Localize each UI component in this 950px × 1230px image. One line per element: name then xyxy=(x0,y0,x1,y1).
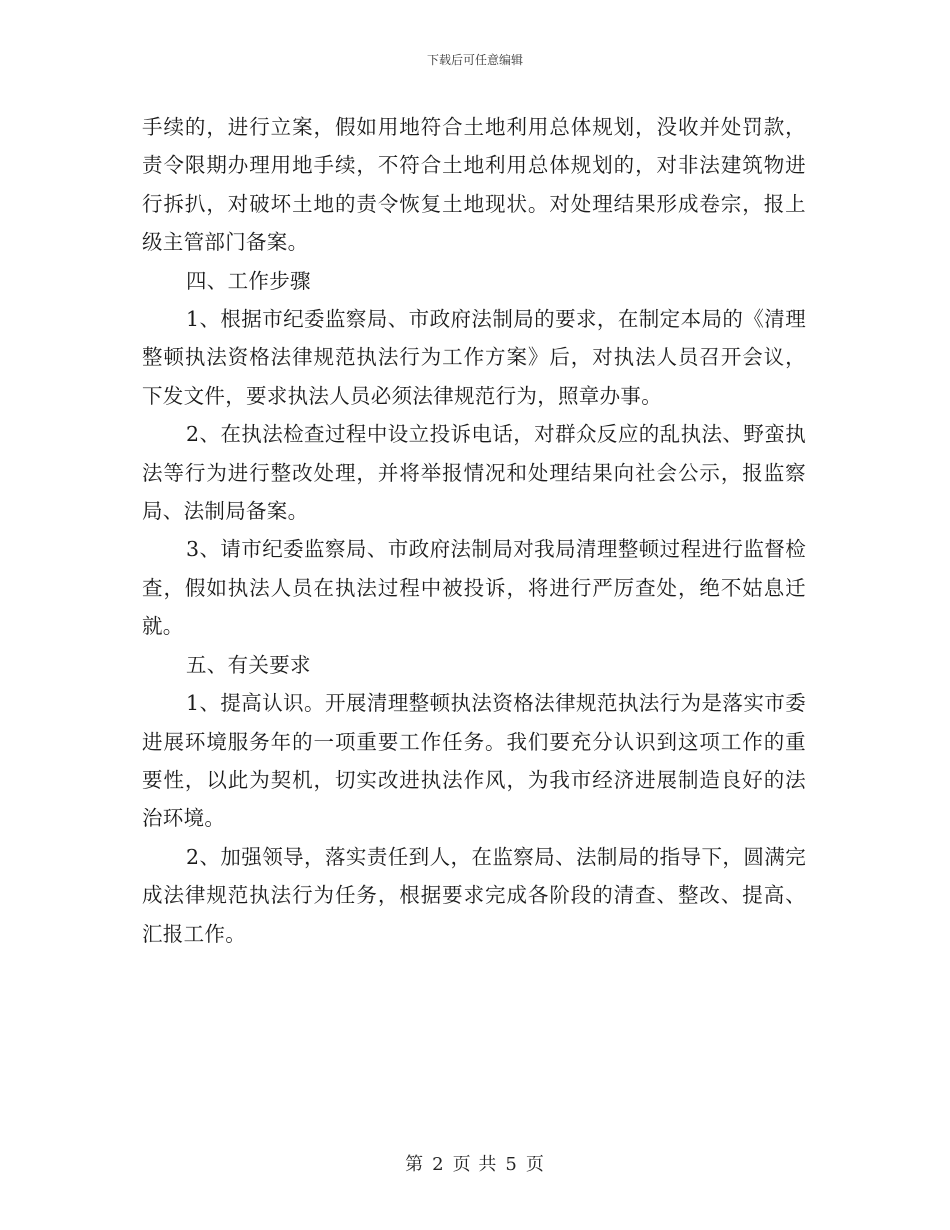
paragraph-step-3: 3、请市纪委监察局、市政府法制局对我局清理整顿过程进行监督检查，假如执法人员在执法过程中被投诉，将进行严厉查处，绝不姑息迁就。 xyxy=(142,537,806,639)
section-heading-work-steps: 四、工作步骤 xyxy=(186,268,311,293)
footer-current-page: 2 xyxy=(432,1154,445,1175)
paragraph-requirement-1: 1、提高认识。开展清理整顿执法资格法律规范执法行为是落实市委进展环境服务年的一项重要工作任务。我们要充分认识到这项工作的重要性，以此为契机，切实改进执法作风，为我市经济进展制造良好的法治环境。 xyxy=(142,691,806,831)
footer-prefix: 第 xyxy=(405,1154,425,1175)
section-heading-requirements: 五、有关要求 xyxy=(186,652,311,677)
footer-suffix: 页 xyxy=(525,1154,545,1175)
paragraph-requirement-2: 2、加强领导，落实责任到人，在监察局、法制局的指导下，圆满完成法律规范执法行为任务，根据要求完成各阶段的清查、整改、提高、汇报工作。 xyxy=(142,844,806,946)
page-number-footer xyxy=(0,1153,950,1177)
document-body xyxy=(142,108,806,953)
paragraph-step-1: 1、根据市纪委监察局、市政府法制局的要求，在制定本局的《清理整顿执法资格法律规范执法行为工作方案》后，对执法人员召开会议，下发文件，要求执法人员必须法律规范行为，照章办事。 xyxy=(142,307,806,408)
paragraph-step-2: 2、在执法检查过程中设立投诉电话，对群众反应的乱执法、野蛮执法等行为进行整改处理，并将举报情况和处理结果向社会公示，报监察局、法制局备案。 xyxy=(142,422,806,524)
footer-middle: 页 共 xyxy=(452,1154,498,1175)
paragraph-continuation: 手续的，进行立案，假如用地符合土地利用总体规划，没收并处罚款，责令限期办理用地手续，不符合土地利用总体规划的，对非法建筑物进行拆扒，对破坏土地的责令恢复土地现状。对处理结果形成卷宗，报上级主管部门备案。 xyxy=(142,115,806,255)
page-header-note: 下载后可任意编辑 xyxy=(426,53,523,67)
footer-total-pages: 5 xyxy=(505,1154,518,1175)
